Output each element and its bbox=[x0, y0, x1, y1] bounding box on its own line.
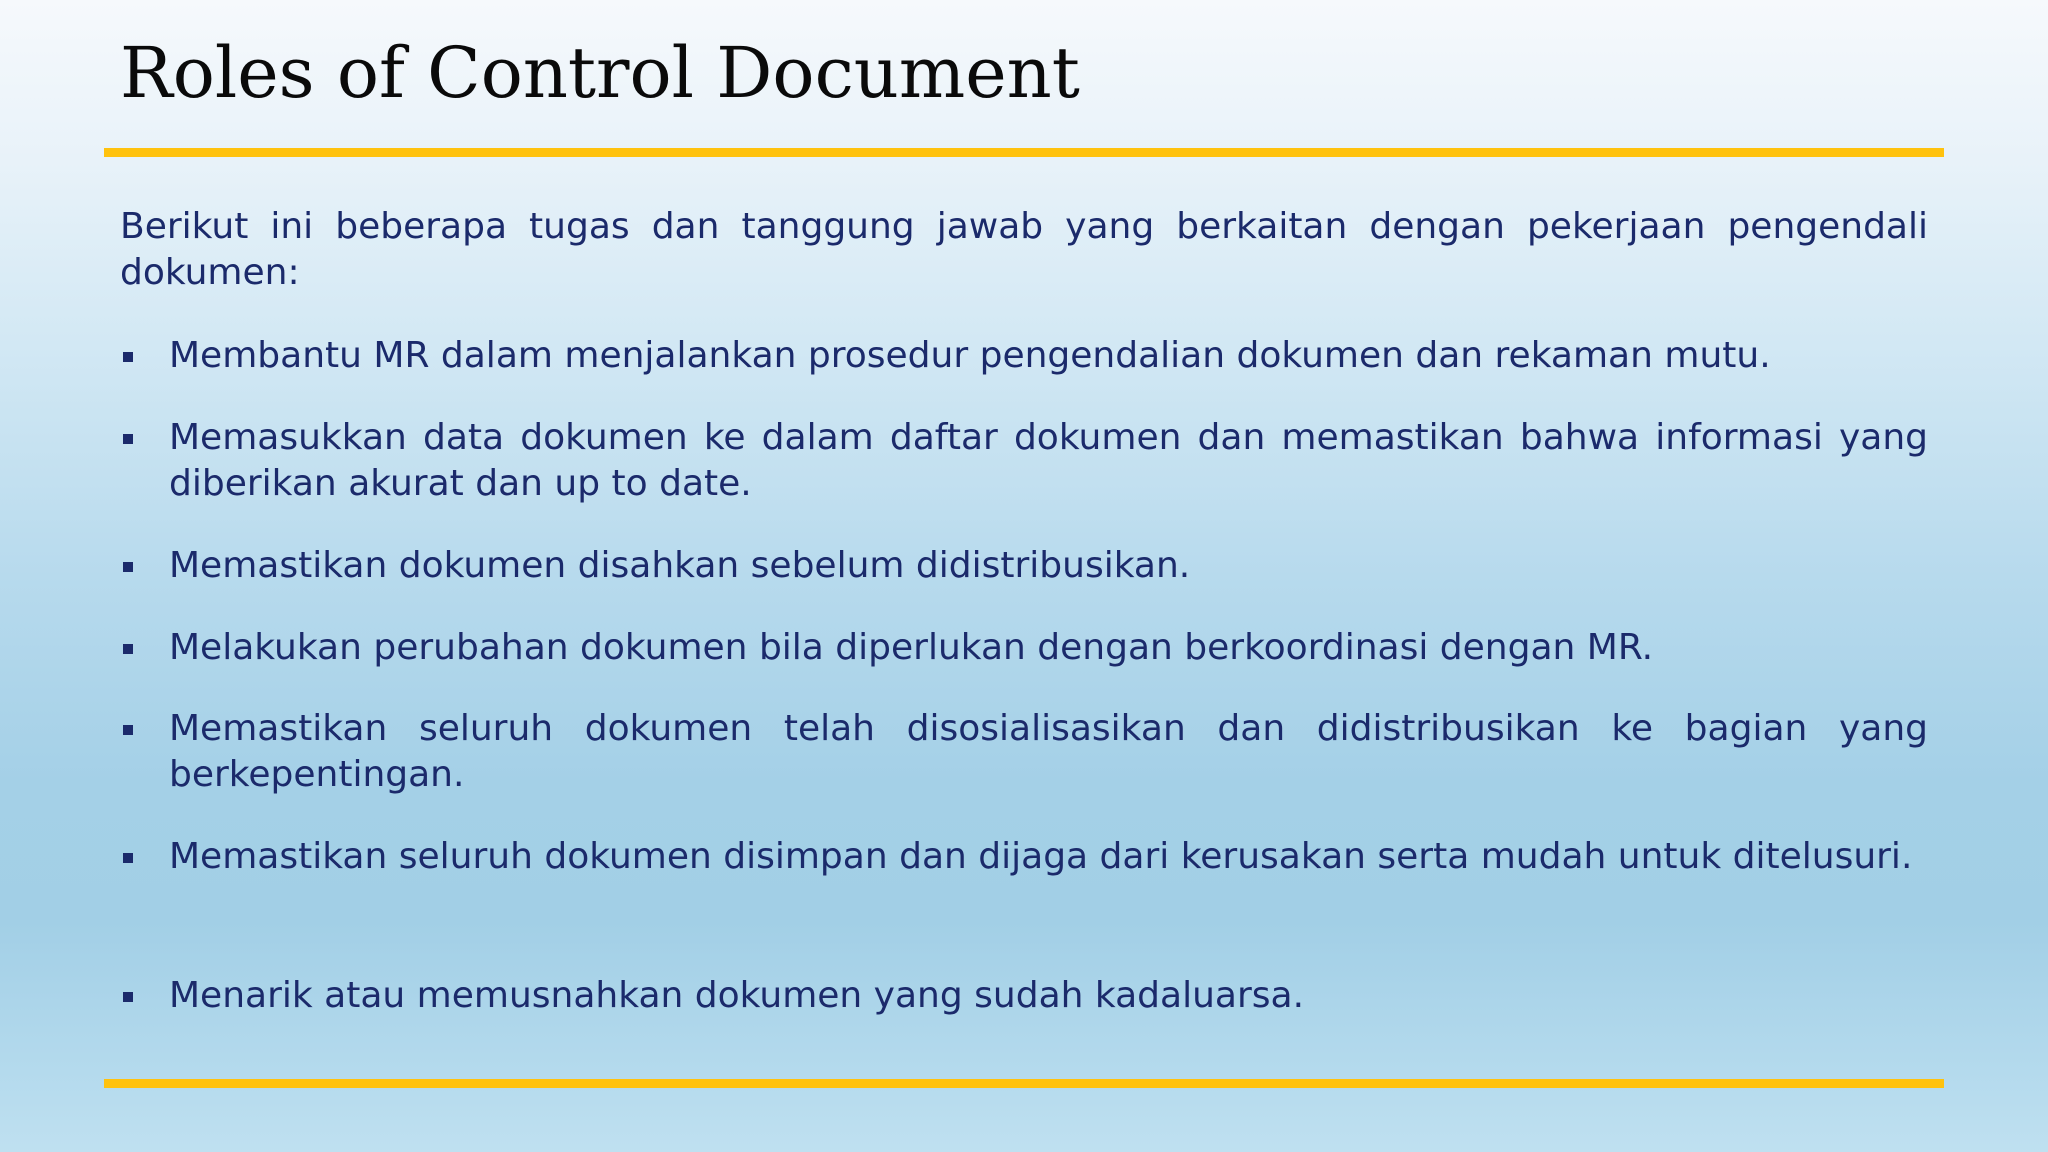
square-bullet-icon bbox=[123, 644, 133, 654]
list-item bbox=[120, 834, 1928, 880]
list-item bbox=[120, 543, 1928, 589]
title-divider bbox=[104, 148, 1944, 157]
list-item-text: Memasukkan data dokumen ke dalam daftar dokumen dan memastikan bahwa informasi yang diberikan akurat dan up to date. bbox=[169, 417, 1928, 504]
list-item-text: Memastikan seluruh dokumen disimpan dan dijaga dari kerusakan serta mudah untuk ditelusuri. bbox=[169, 836, 1913, 877]
list-item-text: Menarik atau memusnahkan dokumen yang sudah kadaluarsa. bbox=[169, 975, 1305, 1016]
list-item bbox=[120, 706, 1928, 798]
list-item-text: Melakukan perubahan dokumen bila diperlukan dengan berkoordinasi dengan MR. bbox=[169, 627, 1654, 668]
square-bullet-icon bbox=[123, 992, 133, 1002]
list-item bbox=[120, 973, 1928, 1019]
square-bullet-icon bbox=[123, 562, 133, 572]
list-item-text: Memastikan seluruh dokumen telah disosialisasikan dan didistribusikan ke bagian yang berkepentingan. bbox=[169, 708, 1928, 795]
intro-paragraph: Berikut ini beberapa tugas dan tanggung jawab yang berkaitan dengan pekerjaan pengendali dokumen: bbox=[120, 206, 1928, 293]
footer-divider bbox=[104, 1079, 1944, 1088]
square-bullet-icon bbox=[123, 725, 133, 735]
square-bullet-icon bbox=[123, 853, 133, 863]
square-bullet-icon bbox=[123, 352, 133, 362]
list-item bbox=[120, 415, 1928, 507]
list-item bbox=[120, 625, 1928, 671]
list-item bbox=[120, 333, 1928, 379]
square-bullet-icon bbox=[123, 434, 133, 444]
slide-title: Roles of Control Document bbox=[120, 32, 1080, 114]
list-item-text: Memastikan dokumen disahkan sebelum didistribusikan. bbox=[169, 545, 1191, 586]
list-item-text: Membantu MR dalam menjalankan prosedur pengendalian dokumen dan rekaman mutu. bbox=[169, 335, 1771, 376]
